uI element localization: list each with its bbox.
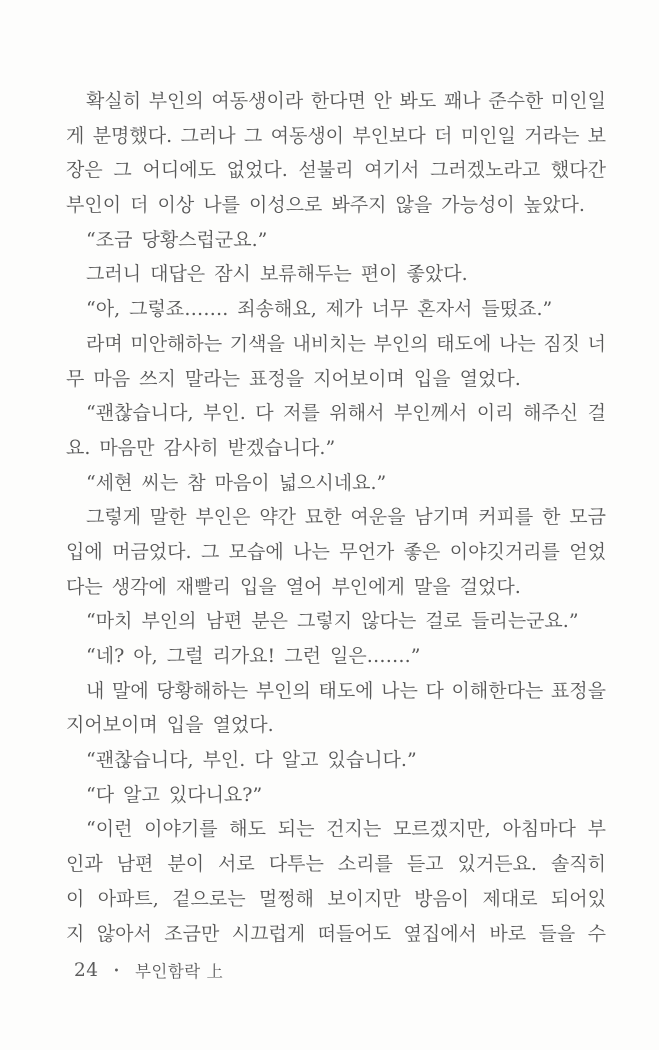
text-line: “마치 부인의 남편 분은 그렇지 않다는 걸로 들리는군요.” [86, 610, 579, 633]
page-number: 24 [74, 959, 99, 981]
text-line: “다 알고 있다니요?” [86, 783, 263, 806]
text-line: 지 않아서 조금만 시끄럽게 떠들어도 옆집에서 바로 들을 수 [66, 922, 606, 945]
book-title: 부인함락 上 [134, 962, 224, 981]
text-line: 그렇게 말한 부인은 약간 묘한 여운을 남기며 커피를 한 모금 [86, 506, 606, 529]
text-line: 장은 그 어디에도 없었다. 섣불리 여기서 그러겠노라고 했다간 [66, 159, 606, 182]
text-line: 입에 머금었다. 그 모습에 나는 무언가 좋은 이야깃거리를 얻었 [66, 540, 606, 563]
text-line: 그러니 대답은 잠시 보류해두는 편이 좋았다. [86, 263, 468, 286]
footer-separator-dot: • [113, 965, 120, 977]
text-line: 내 말에 당황해하는 부인의 태도에 나는 다 이해한다는 표정을 [86, 679, 606, 702]
text-line: 인과 남편 분이 서로 다투는 소리를 듣고 있거든요. 솔직히 [66, 853, 606, 876]
body-text [66, 84, 606, 951]
text-line: 무 마음 쓰지 말라는 표정을 지어보이며 입을 열었다. [66, 367, 521, 390]
text-line: 이 아파트, 겉으로는 멀쩡해 보이지만 방음이 제대로 되어있 [66, 887, 606, 910]
text-line: 확실히 부인의 여동생이라 한다면 안 봐도 꽤나 준수한 미인일 [86, 90, 606, 112]
text-line: “조금 당황스럽군요.” [86, 228, 268, 251]
text-line: “네? 아, 그럴 리가요! 그런 일은…….” [86, 645, 421, 667]
text-line: 라며 미안해하는 기색을 내비치는 부인의 태도에 나는 짐짓 너 [86, 332, 606, 355]
text-line: “세현 씨는 참 마음이 넓으시네요.” [86, 471, 387, 494]
page-footer [74, 958, 223, 982]
text-line: 지어보이며 입을 열었다. [66, 714, 274, 737]
text-line: “괜찮습니다, 부인. 다 알고 있습니다.” [86, 749, 417, 772]
text-line: “괜찮습니다, 부인. 다 저를 위해서 부인께서 이리 해주신 걸 [86, 402, 606, 425]
text-line: “이런 이야기를 해도 되는 건지는 모르겠지만, 아침마다 부 [86, 818, 606, 841]
text-line: 부인이 더 이상 나를 이성으로 봐주지 않을 가능성이 높았다. [66, 194, 585, 217]
text-line: 다는 생각에 재빨리 입을 열어 부인에게 말을 걸었다. [66, 575, 521, 598]
text-line: 요. 마음만 감사히 받겠습니다.” [66, 436, 336, 459]
text-line: “아, 그렇죠……. 죄송해요, 제가 너무 혼자서 들떴죠.” [86, 298, 553, 321]
text-line: 게 분명했다. 그러나 그 여동생이 부인보다 더 미인일 거라는 보 [66, 124, 606, 147]
